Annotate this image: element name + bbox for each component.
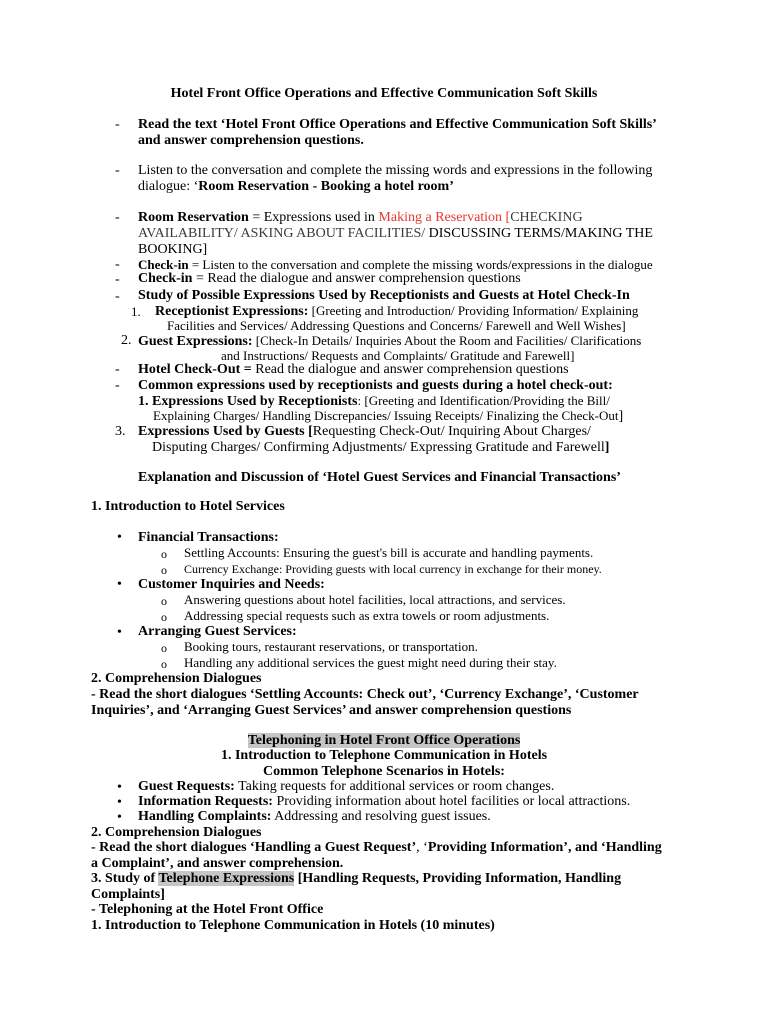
check-out-receptionist-expressions-cont: Explaining Charges/ Handling Discrepancies/ Issuing Receipts/ Finalizing the Check-Out]	[153, 408, 624, 424]
comprehension-heading: 2. Comprehension Dialogues	[91, 671, 262, 686]
comprehension-instruction: - Read the short dialogues ‘Settling Accounts: Check out’, ‘Currency Exchange’, ‘Customer	[91, 687, 639, 702]
bullet-marker: •	[117, 625, 122, 640]
dash-marker: -	[115, 362, 120, 377]
guest-expressions-cont: and Instructions/ Requests and Complaints/ Gratitude and Farewell]	[221, 348, 575, 363]
instruction-read-text-cont: and answer comprehension questions.	[138, 133, 364, 148]
list-number: 2.	[121, 333, 132, 348]
telephone-intro-heading: 1. Introduction to Telephone Communication in Hotels	[220, 748, 548, 763]
bullet-marker: •	[117, 795, 122, 810]
list-number: 3.	[115, 424, 126, 439]
dash-marker: -	[115, 378, 120, 393]
service-item: Settling Accounts: Ensuring the guest's bill is accurate and handling payments.	[184, 545, 594, 560]
telephone-scenarios-heading: Common Telephone Scenarios in Hotels:	[263, 764, 505, 779]
instruction-listen: Listen to the conversation and complete the missing words and expressions in the following	[138, 163, 653, 178]
guest-expressions: Guest Expressions: [Check-In Details/ Inquiries About the Room and Facilities/ Clarifications	[138, 333, 642, 349]
telephoning-heading: Telephoning in Hotel Front Office Operations	[247, 733, 521, 748]
service-item: Handling any additional services the guest might need during their stay.	[184, 655, 557, 670]
common-expressions-heading: Common expressions used by receptionists and guests during a hotel check-out:	[138, 378, 613, 393]
scenario-handling-complaints: Handling Complaints: Addressing and resolving guest issues.	[138, 809, 491, 824]
room-reservation-line-3: BOOKING]	[138, 242, 208, 257]
scenario-guest-requests: Guest Requests: Taking requests for additional services or room changes.	[138, 779, 555, 794]
study-telephone-expressions: 3. Study of Telephone Expressions [Handling Requests, Providing Information, Handling	[91, 871, 622, 886]
check-out-guest-expressions-cont: Disputing Charges/ Confirming Adjustments/ Expressing Gratitude and Farewell]	[152, 440, 610, 455]
dash-marker: -	[115, 117, 120, 132]
dash-marker: -	[115, 272, 120, 287]
instruction-read-text: Read the text ‘Hotel Front Office Operations and Effective Communication Soft Skills’	[138, 117, 657, 132]
room-reservation-line-2: AVAILABILITY/ ASKING ABOUT FACILITIES/ DISCUSSING TERMS/MAKING THE	[138, 226, 653, 241]
service-item: Currency Exchange: Providing guests with local currency in exchange for their money.	[184, 562, 602, 576]
sub-bullet-marker: o	[161, 610, 167, 624]
bullet-marker: •	[117, 810, 122, 825]
bullet-marker: •	[117, 780, 122, 795]
comprehension-heading: 2. Comprehension Dialogues	[91, 825, 262, 840]
instruction-listen-cont: dialogue: ‘Room Reservation - Booking a hotel room’	[138, 179, 454, 194]
sub-bullet-marker: o	[161, 594, 167, 608]
sub-bullet-marker: o	[161, 547, 167, 561]
dash-marker: -	[115, 163, 120, 178]
hotel-check-out: Hotel Check-Out = Read the dialogue and answer comprehension questions	[138, 362, 569, 377]
receptionist-expressions-cont: Facilities and Services/ Addressing Questions and Concerns/ Farewell and Well Wishes]	[167, 318, 626, 333]
bullet-marker: •	[117, 577, 122, 592]
service-financial-transactions: Financial Transactions:	[138, 530, 279, 545]
dash-marker: -	[115, 289, 120, 304]
service-customer-inquiries: Customer Inquiries and Needs:	[138, 577, 325, 592]
service-item: Addressing special requests such as extra towels or room adjustments.	[184, 608, 550, 623]
section-heading-hotel-services: 1. Introduction to Hotel Services	[91, 499, 285, 514]
bullet-marker: •	[117, 530, 122, 545]
check-out-guest-expressions: Expressions Used by Guests [Requesting Check-Out/ Inquiring About Charges/	[138, 424, 591, 439]
service-item: Answering questions about hotel facilities, local attractions, and services.	[184, 592, 566, 607]
page-title: Hotel Front Office Operations and Effective Communication Soft Skills	[170, 86, 598, 101]
explanation-heading: Explanation and Discussion of ‘Hotel Guest Services and Financial Transactions’	[138, 470, 621, 485]
check-in-read: Check-in = Read the dialogue and answer comprehension questions	[138, 271, 521, 286]
telephoning-front-office: - Telephoning at the Hotel Front Office	[91, 902, 324, 917]
service-arranging-guest-services: Arranging Guest Services:	[138, 624, 297, 639]
dash-marker: -	[115, 257, 120, 272]
scenario-information-requests: Information Requests: Providing information about hotel facilities or local attractions.	[138, 794, 631, 809]
check-out-receptionist-expressions: 1. Expressions Used by Receptionists: [Greeting and Identification/Providing the Bill/	[138, 393, 610, 409]
service-item: Booking tours, restaurant reservations, or transportation.	[184, 639, 478, 654]
sub-bullet-marker: o	[161, 641, 167, 655]
study-telephone-expressions-cont: Complaints]	[91, 887, 165, 902]
sub-bullet-marker: o	[161, 563, 167, 577]
comprehension-instruction-cont: Inquiries’, and ‘Arranging Guest Services’ and answer comprehension questions	[91, 703, 572, 718]
study-check-in: Study of Possible Expressions Used by Receptionists and Guests at Hotel Check-In	[138, 288, 630, 303]
receptionist-expressions: Receptionist Expressions: [Greeting and Introduction/ Providing Information/ Explaining	[155, 303, 639, 319]
comprehension-instruction-cont: a Complaint’, and answer comprehension.	[91, 856, 344, 871]
room-reservation-line: Room Reservation = Expressions used in Making a Reservation [CHECKING	[138, 210, 583, 225]
sub-bullet-marker: o	[161, 657, 167, 671]
comprehension-instruction: - Read the short dialogues ‘Handling a Guest Request’, ‘Providing Information’, and ‘Handling	[91, 840, 662, 855]
telephone-intro-timed: 1. Introduction to Telephone Communication in Hotels (10 minutes)	[91, 918, 495, 933]
dash-marker: -	[115, 210, 120, 225]
list-number: 1.	[131, 304, 141, 319]
check-in-listen: Check-in = Listen to the conversation and complete the missing words/expressions in the dialogue	[138, 257, 653, 272]
